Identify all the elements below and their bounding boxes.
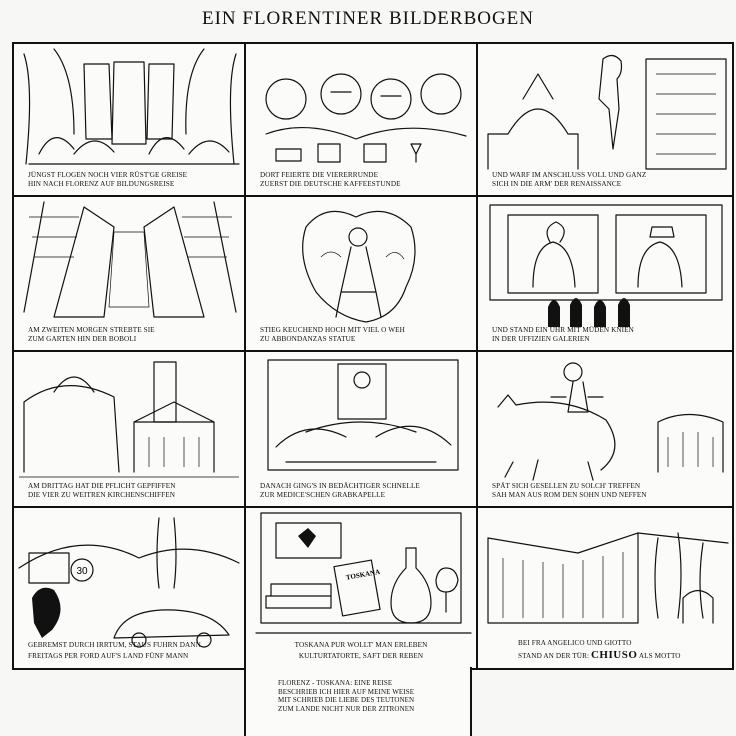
caption-line: SAH MAN AUS ROM DEN SOHN UND NEFFEN (492, 491, 647, 499)
panel-coffee (246, 44, 478, 197)
panel-rome (478, 352, 734, 508)
caption (14, 326, 244, 344)
caption-line: ZUERST DIE DEUTSCHE KAFFEESTUNDE (260, 180, 401, 188)
caption-line: BEI FRA ANGELICO UND GIOTTO (518, 639, 632, 647)
caption-line: TOSKANA PUR WOLLT' MAN ERLEBEN (294, 641, 428, 649)
caption (246, 482, 476, 500)
final-verse (246, 679, 470, 713)
caption-line: DIE VIER ZU WEITREN KIRCHENSCHIFFEN (28, 491, 175, 499)
panel-uffizi (478, 197, 734, 352)
caption (478, 637, 732, 662)
caption (14, 482, 244, 500)
caption-line: AM ZWEITEN MORGEN STREBTE SIE (28, 326, 155, 334)
verse-line: ZUM LANDE NICHT NUR DER ZITRONEN (278, 704, 415, 713)
caption-text: ALS MOTTO (638, 652, 681, 660)
caption-line: GEBREMST DURCH IRRTUM, STAUS FUHRN DANN (28, 641, 201, 649)
panel-churches (14, 352, 246, 508)
caption-line: IN DER UFFIZIEN GALERIEN (492, 335, 590, 343)
caption (478, 171, 732, 189)
panel-chiuso (478, 508, 734, 670)
verse-line: FLORENZ - TOSKANA: EINE REISE (278, 679, 393, 687)
caption-line (518, 649, 732, 662)
caption-line: SICH IN DIE ARM' DER RENAISSANCE (492, 180, 622, 188)
caption-line: STIEG KEUCHEND HOCH MIT VIEL O WEH (260, 326, 405, 334)
caption-line: DANACH GING'S IN BEDÄCHTIGER SCHNELLE (260, 482, 420, 490)
final-verse-box (244, 667, 472, 736)
caption-line: SPÄT SICH GESELLEN ZU SOLCH' TREFFEN (492, 482, 641, 490)
caption-text: STAND AN DER TÜR: (518, 652, 590, 660)
caption (246, 326, 476, 344)
caption-line: ZUR MEDICE'SCHEN GRABKAPELLE (260, 491, 386, 499)
caption (478, 326, 732, 344)
panel-tuscany (246, 508, 478, 670)
comic-grid (12, 42, 734, 670)
verse-line: MIT SCHRIEB DIE LIEBE DES TEUTONEN (278, 696, 415, 705)
page-title: EIN FLORENTINER BILDERBOGEN (201, 8, 535, 29)
speed-sign-number: 30 (76, 566, 88, 577)
caption-line: ZU ABBONDANZAS STATUE (260, 335, 356, 343)
chiuso-word: CHIUSO (590, 649, 638, 661)
caption-line: KULTURTATORTE, SAFT DER REBEN (298, 652, 424, 660)
caption-line: FREITAGS PER FORD AUF'S LAND FÜNF MANN (28, 652, 189, 660)
panel-ford-trip (14, 508, 246, 670)
caption-line: JÜNGST FLOGEN NOCH VIER RÜST'GE GREISE (28, 171, 188, 179)
panel-abbondanza (246, 197, 478, 352)
panel-renaissance (478, 44, 734, 197)
caption-line: DORT FEIERTE DIE VIERERRUNDE (260, 171, 379, 179)
book-title: TOSKANA (345, 567, 381, 582)
verse-line: BESCHRIEB ICH HIER AUF MEINE WEISE (278, 687, 415, 696)
panel-airplane (14, 44, 246, 197)
caption (478, 482, 732, 500)
caption-line: UND STAND EIN UHR MIT MÜDEN KNIEN (492, 326, 634, 334)
panel-boboli (14, 197, 246, 352)
caption-line: UND WARF IM ANSCHLUSS VOLL UND GANZ (492, 171, 647, 179)
caption-line: AM DRITTAG HAT DIE PFLICHT GEPFIFFEN (28, 482, 176, 490)
panel-medici-chapel (246, 352, 478, 508)
caption (14, 171, 244, 189)
caption (246, 640, 476, 662)
caption-line: HIN NACH FLORENZ AUF BILDUNGSREISE (28, 180, 175, 188)
caption-line: ZUM GARTEN HIN DER BOBOLI (28, 335, 137, 343)
caption (14, 640, 244, 662)
caption (246, 171, 476, 189)
